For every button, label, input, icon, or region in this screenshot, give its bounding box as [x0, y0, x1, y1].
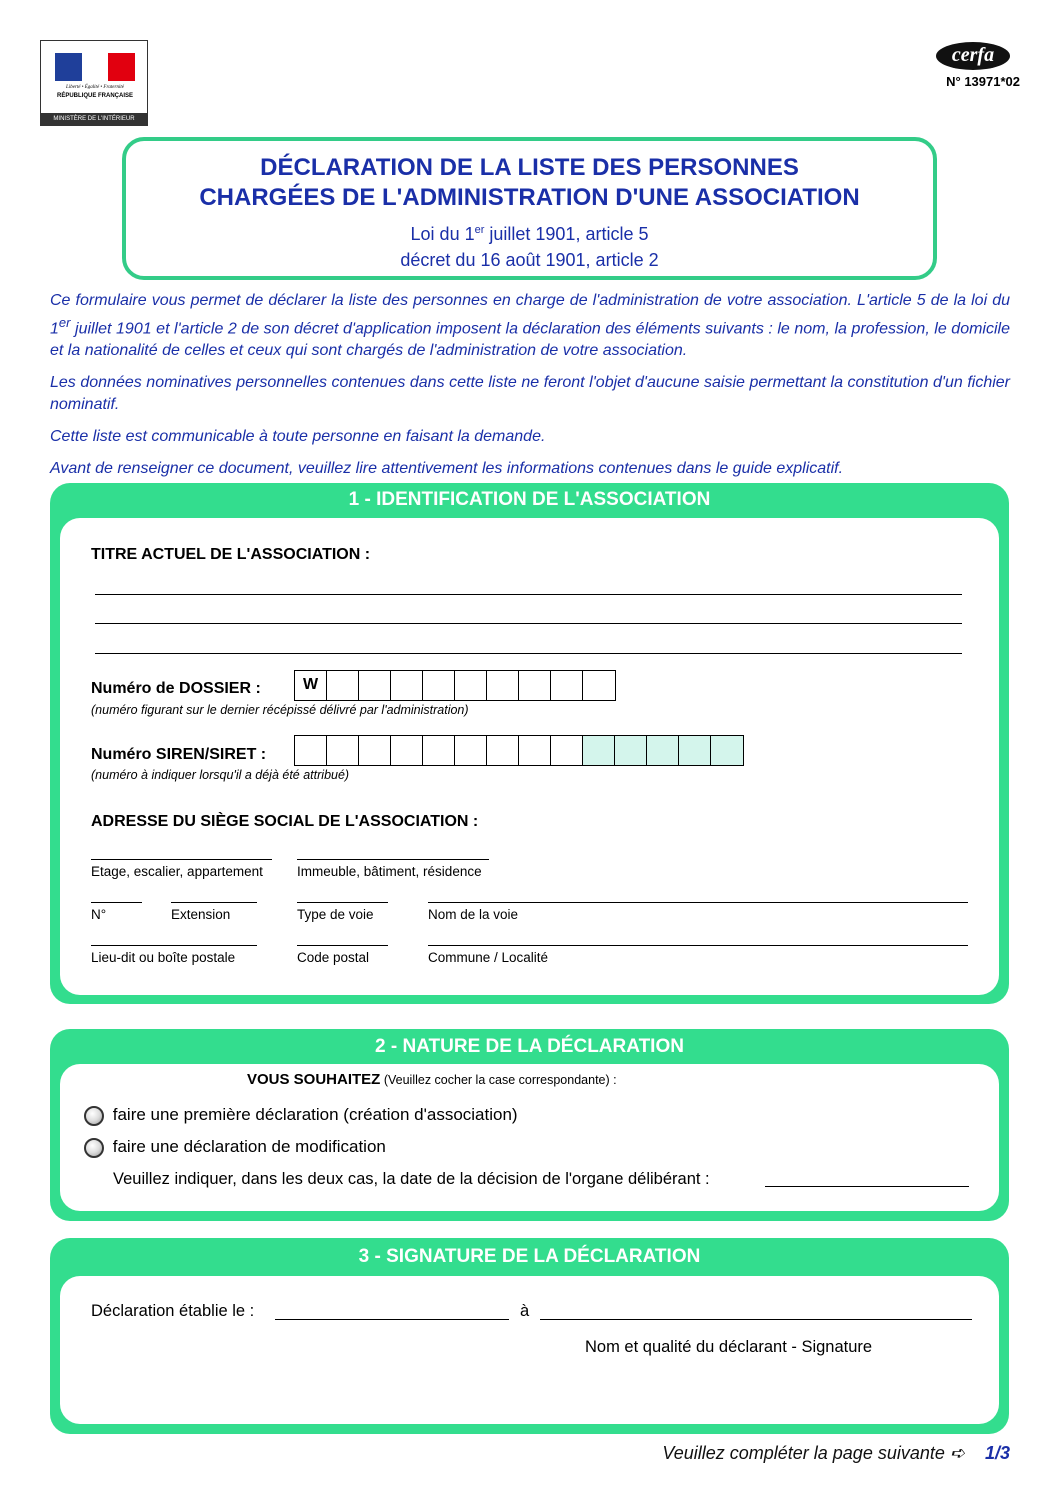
section-nature	[50, 1029, 1009, 1221]
marianne-flag-icon	[55, 53, 135, 81]
immeuble-label: Immeuble, bâtiment, résidence	[297, 864, 482, 879]
intro-paragraph-2: Les données nominatives personnelles contenues dans cette liste ne feront l'objet d'aucune saisie permettant la constitution d'un fichier nominatif.	[50, 374, 1010, 414]
section3-title: 3 - SIGNATURE DE LA DÉCLARATION	[358, 1246, 701, 1267]
dossier-note: (numéro figurant sur le dernier récépissé délivré par l'administration)	[91, 703, 469, 717]
titre-line-2[interactable]	[95, 623, 962, 624]
declaration-place-field[interactable]	[540, 1319, 972, 1320]
decision-date-field[interactable]	[765, 1186, 969, 1187]
dossier-label: Numéro de DOSSIER :	[91, 680, 261, 697]
at-label: à	[520, 1302, 530, 1320]
section2-body	[60, 1064, 999, 1211]
commune-field[interactable]	[428, 945, 968, 946]
type-voie-field[interactable]	[297, 902, 388, 903]
title-line2: CHARGÉES DE L'ADMINISTRATION D'UNE ASSOCIATION	[199, 184, 860, 211]
section-signature	[50, 1238, 1009, 1434]
intro-paragraph-1: Ce formulaire vous permet de déclarer la liste des personnes en charge de l'administration de votre association. L'article 5 de la loi du 1er juillet 1901 et l'article 2 de son décret d'application imposent la déclaration des éléments suivants : le nom, la profession, le domicile et la nationalité de celles et ceux qui sont chargés de l'administration de votre association.	[50, 292, 1010, 360]
titre-label: TITRE ACTUEL DE L'ASSOCIATION :	[91, 546, 371, 563]
section2-title: 2 - NATURE DE LA DÉCLARATION	[375, 1036, 684, 1057]
law-reference: Loi du 1er juillet 1901, article 5	[410, 224, 649, 244]
code-postal-field[interactable]	[297, 945, 388, 946]
cerfa-number: N° 13971*02	[946, 74, 1020, 89]
page-number: 1/3	[984, 1443, 1010, 1463]
logo-republic: RÉPUBLIQUE FRANÇAISE	[56, 93, 133, 99]
ministry-logo	[40, 40, 148, 126]
option-first-declaration[interactable]: faire une première déclaration (création d'association)	[84, 1105, 518, 1126]
option-modification[interactable]: faire une déclaration de modification	[84, 1137, 386, 1158]
titre-line-1[interactable]	[95, 594, 962, 595]
extension-label: Extension	[171, 907, 231, 922]
nature-prompt: VOUS SOUHAITEZ (Veuillez cocher la case correspondante) :	[247, 1071, 617, 1088]
intro-text	[50, 290, 1010, 490]
nom-voie-field[interactable]	[428, 902, 968, 903]
radio-first-declaration[interactable]	[84, 1106, 104, 1126]
etage-field[interactable]	[91, 859, 272, 860]
section1-title: 1 - IDENTIFICATION DE L'ASSOCIATION	[348, 489, 711, 510]
immeuble-field[interactable]	[297, 859, 489, 860]
nom-voie-label: Nom de la voie	[428, 907, 519, 922]
title-box	[122, 137, 937, 280]
decision-date-label: Veuillez indiquer, dans les deux cas, la date de la décision de l'organe délibérant :	[113, 1170, 710, 1188]
decree-reference: décret du 16 août 1901, article 2	[400, 250, 659, 270]
numero-field[interactable]	[91, 902, 142, 903]
code-postal-label: Code postal	[297, 950, 370, 965]
radio-modification[interactable]	[84, 1138, 104, 1158]
intro-paragraph-3: Cette liste est communicable à toute personne en faisant la demande.	[50, 428, 546, 446]
lieu-dit-label: Lieu-dit ou boîte postale	[91, 950, 236, 965]
title-line1: DÉCLARATION DE LA LISTE DES PERSONNES	[260, 154, 799, 181]
dossier-number-input[interactable]	[294, 670, 616, 701]
section1-body	[60, 518, 999, 995]
numero-label: N°	[91, 907, 107, 922]
intro-paragraph-4: Avant de renseigner ce document, veuillez lire attentivement les informations contenues dans le guide explicatif.	[50, 460, 844, 478]
logo-ministry: MINISTÈRE DE L'INTÉRIEUR	[41, 113, 147, 125]
siren-label: Numéro SIREN/SIRET :	[91, 746, 267, 763]
extension-field[interactable]	[171, 902, 257, 903]
section3-body	[60, 1276, 999, 1424]
siren-number-input[interactable]	[294, 735, 744, 766]
declaration-date-label: Déclaration établie le :	[91, 1302, 255, 1320]
titre-line-3[interactable]	[95, 653, 962, 654]
cerfa-logo: cerfa	[936, 42, 1010, 70]
address-label: ADRESSE DU SIÈGE SOCIAL DE L'ASSOCIATION :	[91, 813, 479, 830]
section-identification	[50, 483, 1009, 1004]
declaration-date-field[interactable]	[275, 1319, 509, 1320]
signature-label: Nom et qualité du déclarant - Signature	[585, 1338, 873, 1356]
dossier-prefix: W	[295, 671, 327, 700]
type-voie-label: Type de voie	[297, 907, 374, 922]
logo-motto: Liberté • Égalité • Fraternité	[66, 85, 124, 90]
commune-label: Commune / Localité	[428, 950, 549, 965]
etage-label: Etage, escalier, appartement	[91, 864, 263, 879]
continue-text: Veuillez compléter la page suivante ➪	[662, 1443, 965, 1463]
page-footer	[600, 1443, 1010, 1464]
lieu-dit-field[interactable]	[91, 945, 257, 946]
siren-note: (numéro à indiquer lorsqu'il a déjà été attribué)	[91, 768, 350, 782]
